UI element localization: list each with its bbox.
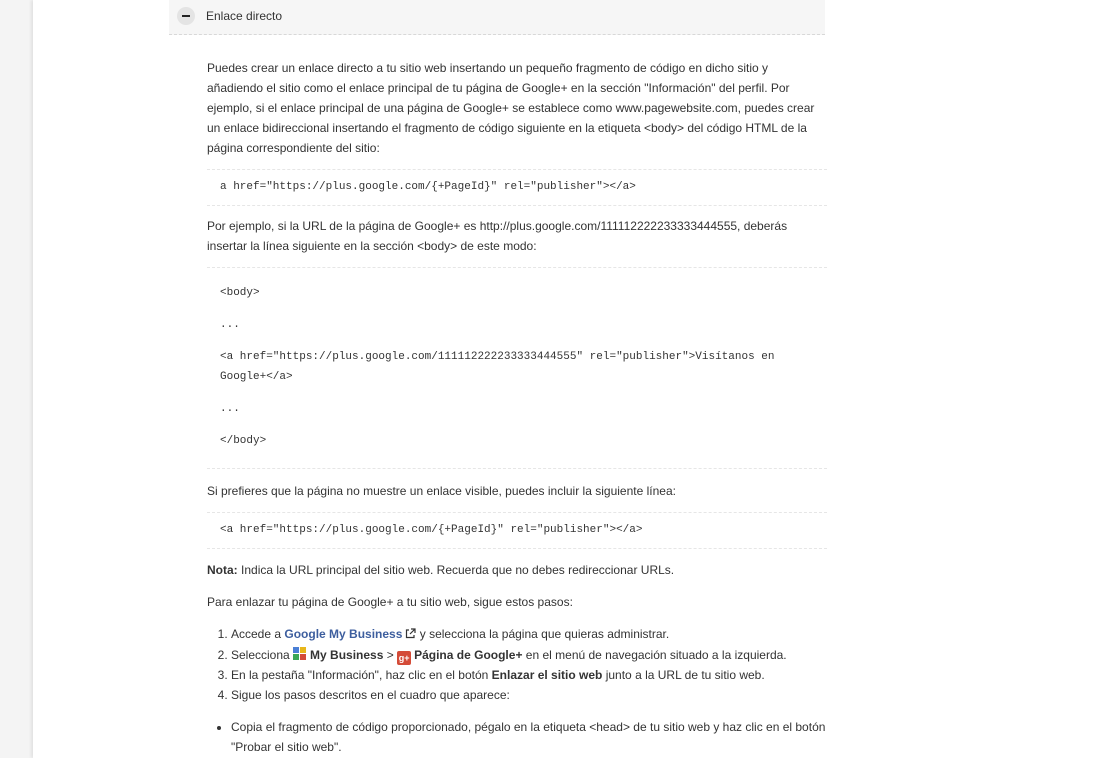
accordion-header-enlace-directo[interactable] (169, 0, 825, 35)
note-paragraph (207, 560, 827, 580)
step-text: En la pestaña "Información", haz clic en el botón (231, 668, 492, 682)
step-text: Selecciona (231, 648, 294, 662)
code-line-body-open: <body> (220, 287, 260, 299)
external-link-icon (405, 625, 416, 645)
note-label: Nota: (207, 563, 238, 577)
intro-paragraph: Puedes crear un enlace directo a tu sitio web insertando un pequeño fragmento de código en dicho sitio y añadiendo el sitio como el enlace principal de tu página de Google+ en la sección "Información" del perfil. Por ejemplo, si el enlace principal de una página de Google+ se establece como www.pagewebsite.com, puedes crear un enlace bidireccional insertando el fragmento de código siguiente en la etiqueta <body> del código HTML de la página correspondiente del sitio: (207, 61, 815, 155)
step-text: y selecciona la página que quieras administrar. (416, 627, 670, 641)
google-my-business-link[interactable]: Google My Business (284, 627, 403, 641)
code-line: a href="https://plus.google.com/{+PageId}" rel="publisher"></a> (220, 181, 636, 193)
code-line-anchor-continued: Google+</a> (220, 371, 293, 383)
list-item (231, 645, 827, 665)
code-line-ellipsis: ... (220, 403, 240, 415)
page-content-area (33, 0, 1100, 758)
code-line-ellipsis: ... (220, 319, 240, 331)
step-text: en el menú de navegación situado a la izquierda. (522, 648, 787, 662)
my-business-icon (293, 647, 307, 661)
code-line-anchor: <a href="https://plus.google.com/111112222233333444555" rel="publisher">Visítanos en (220, 351, 775, 363)
example-paragraph: Por ejemplo, si la URL de la página de Google+ es http://plus.google.com/111112222233333444555, deberás insertar la línea siguiente en la sección <body> de este modo: (207, 219, 788, 253)
google-plus-icon: g+ (398, 653, 410, 663)
link-website-button-label: Enlazar el sitio web (491, 668, 603, 682)
list-item (231, 665, 827, 685)
invisible-link-paragraph: Si prefieres que la página no muestre un enlace visible, puedes incluir la siguiente línea: (207, 484, 676, 498)
code-snippet-invisible-link (207, 512, 827, 549)
note-text: Indica la URL principal del sitio web. Recuerda que no debes redireccionar URLs. (237, 563, 675, 577)
list-item: • Copia el fragmento de código proporcionado, pégalo en la etiqueta <head> de tu sitio web y haz clic en el botón "Probar el sitio web". (231, 717, 827, 757)
article-body (207, 58, 827, 757)
minus-icon (182, 15, 190, 17)
my-business-label: My Business (310, 648, 384, 662)
step-text: Accede a (231, 627, 285, 641)
list-item (231, 624, 827, 645)
sub-steps-list (207, 717, 827, 757)
separator: > (383, 648, 398, 662)
steps-list (207, 624, 827, 705)
code-snippet-publisher (207, 169, 827, 206)
step-text: Sigue los pasos descritos en el cuadro que aparece: (231, 688, 510, 702)
code-line: <a href="https://plus.google.com/{+PageId}" rel="publisher"></a> (220, 524, 643, 536)
list-item (231, 685, 827, 705)
step-text: junto a la URL de tu sitio web. (602, 668, 765, 682)
collapse-toggle-button[interactable] (177, 7, 195, 25)
google-plus-page-label: Página de Google+ (414, 648, 523, 662)
code-line-body-close: </body> (220, 435, 267, 447)
accordion-title[interactable]: Enlace directo (206, 9, 283, 23)
steps-intro: Para enlazar tu página de Google+ a tu sitio web, sigue estos pasos: (207, 595, 573, 609)
code-snippet-body-example (207, 267, 827, 469)
